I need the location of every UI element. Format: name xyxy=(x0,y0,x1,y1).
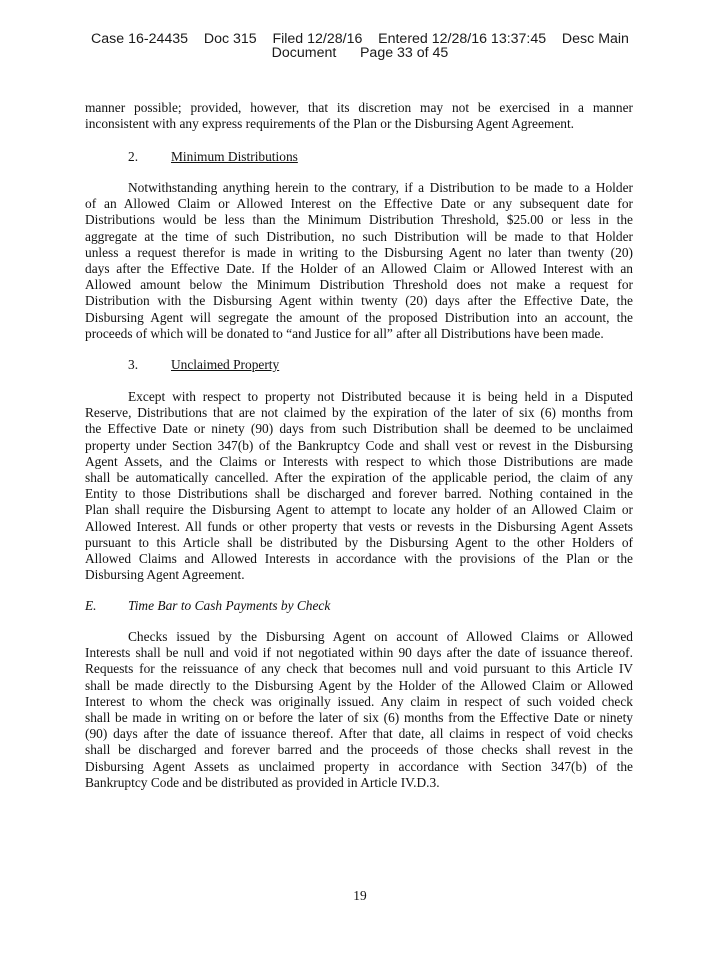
text-line: shall be made in writing on or before the later of six (6) months from the Effective Date or ninety xyxy=(85,709,633,725)
text-line: the Effective Date or ninety (90) days from such Distribution shall be deemed to be unclaimed xyxy=(85,421,633,437)
paragraph-continuation xyxy=(85,100,633,132)
text-line: of an Allowed Claim or Allowed Interest on the Effective Date or any subsequent date for xyxy=(85,196,633,212)
text-line: Reserve, Distributions that are not claimed by the expiration of the later of six (6) months from xyxy=(85,405,633,421)
paragraph-time-bar xyxy=(85,629,633,791)
text-line: (90) days after the date of issuance thereof. After that date, all claims in respect of void checks xyxy=(85,726,633,742)
section-heading-minimum-distributions xyxy=(128,149,298,165)
paragraph-unclaimed-property xyxy=(85,389,633,583)
text-line: Plan shall require the Disbursing Agent to attempt to locate any holder of an Allowed Claim or xyxy=(85,502,633,518)
paragraph-minimum-distributions xyxy=(85,180,633,342)
text-line: shall be made directly to the Disbursing Agent by the Holder of the Allowed Claim or Allowed xyxy=(85,677,633,693)
court-header-line-2: Document Page 33 of 45 xyxy=(271,45,449,61)
text-line: Notwithstanding anything herein to the contrary, if a Distribution to be made to a Holder xyxy=(128,180,633,195)
text-line: Disbursing Agent Assets as unclaimed property in accordance with Section 347(b) of the xyxy=(85,758,633,774)
text-line: manner possible; provided, however, that its discretion may not be exercised in a manner xyxy=(85,100,633,115)
section-number: 2. xyxy=(128,149,139,164)
text-line: Allowed amount below the Minimum Distribution Threshold does not make a request for xyxy=(85,277,633,293)
text-line: Agent Assets, and the Claims or Interests with respect to which those Distributions are made xyxy=(85,453,633,469)
text-line: pursuant to this Article shall be distributed by the Disbursing Agent to the other Holders of xyxy=(85,534,633,550)
text-line: Distributions would be less than the Minimum Distribution Threshold, $25.00 or less in the xyxy=(85,212,633,228)
text-line: Interest to whom the check was originally issued. Any claim in respect of such voided check xyxy=(85,693,633,709)
section-heading-unclaimed-property xyxy=(128,357,279,373)
section-heading-time-bar xyxy=(85,598,330,614)
text-line: aggregate at the time of such Distribution, no such Distribution will be made to that Holder xyxy=(85,228,633,244)
court-header-line-1: Case 16-24435 Doc 315 Filed 12/28/16 Entered 12/28/16 13:37:45 Desc Main xyxy=(91,31,629,47)
section-number: 3. xyxy=(128,357,139,372)
page-number: 19 xyxy=(353,888,367,903)
text-line: Allowed Claims and Allowed Interests in accordance with the provisions of the Plan or the xyxy=(85,550,633,566)
text-line: shall be automatically cancelled. After the expiration of the applicable period, the claim of any xyxy=(85,469,633,485)
text-line: property under Section 347(b) of the Bankruptcy Code and shall vest or revest in the Disbursing xyxy=(85,437,633,453)
text-line: Except with respect to property not Distributed because it is being held in a Disputed xyxy=(128,389,633,404)
text-line: Distribution with the Disbursing Agent within twenty (20) days after the Effective Date, the xyxy=(85,293,633,309)
section-letter: E. xyxy=(85,598,97,613)
text-line: proceeds of which will be donated to “and Justice for all” after all Distributions have been made. xyxy=(85,325,604,341)
text-line: unless a request therefor is made in writing to the Disbursing Agent no later than twenty (20) xyxy=(85,244,633,260)
text-line: Bankruptcy Code and be distributed as provided in Article IV.D.3. xyxy=(85,774,440,790)
section-title: Minimum Distributions xyxy=(171,149,298,164)
text-line: Allowed Interest. All funds or other property that vests or revests in the Disbursing Agent Assets xyxy=(85,518,633,534)
section-title: Unclaimed Property xyxy=(171,357,280,372)
text-line: Entity to those Distributions shall be discharged and forever barred. Nothing contained in the xyxy=(85,486,633,502)
text-line: days after the Effective Date. If the Holder of an Allowed Claim or Allowed Interest with an xyxy=(85,260,633,276)
text-line: shall be discharged and forever barred and the proceeds of those checks shall revest in the xyxy=(85,742,633,758)
text-line: Disbursing Agent will segregate the amount of the proposed Distribution into an account, the xyxy=(85,309,633,325)
text-line: Requests for the reissuance of any check that becomes null and void pursuant to this Article IV xyxy=(85,661,633,677)
text-line: inconsistent with any express requirements of the Plan or the Disbursing Agent Agreement. xyxy=(85,116,575,132)
text-line: Checks issued by the Disbursing Agent on account of Allowed Claims or Allowed xyxy=(128,629,633,644)
text-line: Disbursing Agent Agreement. xyxy=(85,567,245,583)
text-line: Interests shall be null and void if not negotiated within 90 days after the date of issuance thereof. xyxy=(85,645,633,661)
section-title: Time Bar to Cash Payments by Check xyxy=(128,598,331,613)
